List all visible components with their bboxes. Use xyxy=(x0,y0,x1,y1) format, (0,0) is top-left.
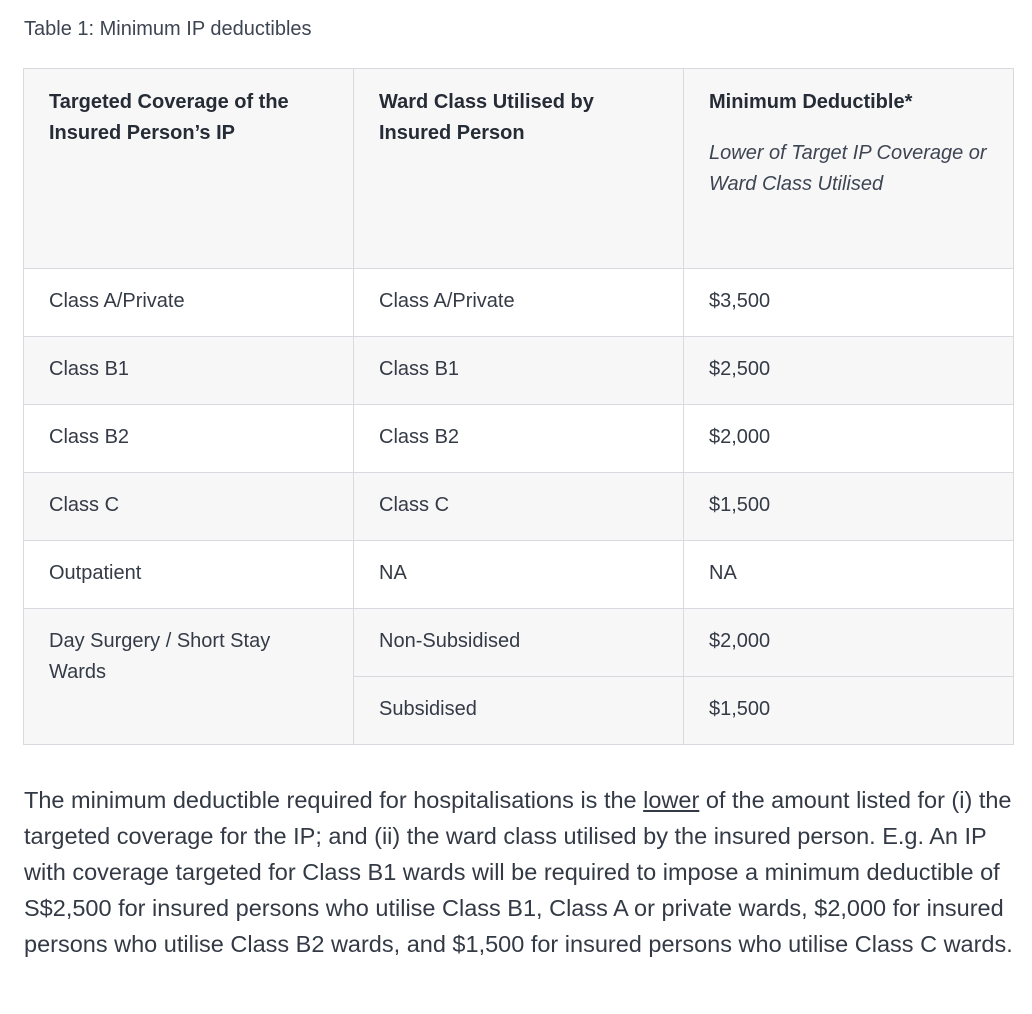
ward-cell: NA xyxy=(354,541,684,609)
deductible-cell: NA xyxy=(684,541,1014,609)
ward-cell: Non-Subsidised xyxy=(354,609,684,677)
coverage-cell: Outpatient xyxy=(24,541,354,609)
ward-cell: Class B1 xyxy=(354,337,684,405)
coverage-cell: Class B1 xyxy=(24,337,354,405)
ward-cell: Subsidised xyxy=(354,677,684,745)
table-row xyxy=(24,269,1014,337)
ward-cell: Class B2 xyxy=(354,405,684,473)
deductible-cell: $2,000 xyxy=(684,609,1014,677)
table-row xyxy=(24,337,1014,405)
header-minimum-deductible: Minimum Deductible* Lower of Target IP Coverage or Ward Class Utilised xyxy=(684,69,1014,269)
coverage-cell: Class C xyxy=(24,473,354,541)
deductibles-table xyxy=(23,68,1014,745)
table-header-row xyxy=(24,69,1014,269)
ward-cell: Class C xyxy=(354,473,684,541)
deductible-cell: $2,500 xyxy=(684,337,1014,405)
coverage-cell: Day Surgery / Short Stay Wards xyxy=(24,609,354,745)
table-caption: Table 1: Minimum IP deductibles xyxy=(24,18,312,40)
explanation-paragraph: The minimum deductible required for hospitalisations is the lower of the amount listed for (i) the targeted coverage for the IP; and (ii) the ward class utilised by the insured person. E.g. An IP with coverage targeted for Class B1 wards will be required to impose a minimum deductible of S$2,500 for insured persons who utilise Class B1, Class A or private wards, $2,000 for insured persons who utilise Class B2 wards, and $1,500 for insured persons who utilise Class C wards. xyxy=(24,787,1013,957)
header-deductible-note: Lower of Target IP Coverage or Ward Class Utilised xyxy=(709,142,987,195)
deductible-cell: $3,500 xyxy=(684,269,1014,337)
table-row xyxy=(24,405,1014,473)
table-row xyxy=(24,609,1014,677)
deductible-cell: $2,000 xyxy=(684,405,1014,473)
deductible-cell: $1,500 xyxy=(684,677,1014,745)
table-row xyxy=(24,473,1014,541)
underlined-lower: lower xyxy=(643,787,700,813)
header-targeted-coverage: Targeted Coverage of the Insured Person’s IP xyxy=(24,69,354,269)
header-ward-class: Ward Class Utilised by Insured Person xyxy=(354,69,684,269)
table-row xyxy=(24,541,1014,609)
coverage-cell: Class A/Private xyxy=(24,269,354,337)
coverage-cell: Class B2 xyxy=(24,405,354,473)
ward-cell: Class A/Private xyxy=(354,269,684,337)
deductible-cell: $1,500 xyxy=(684,473,1014,541)
